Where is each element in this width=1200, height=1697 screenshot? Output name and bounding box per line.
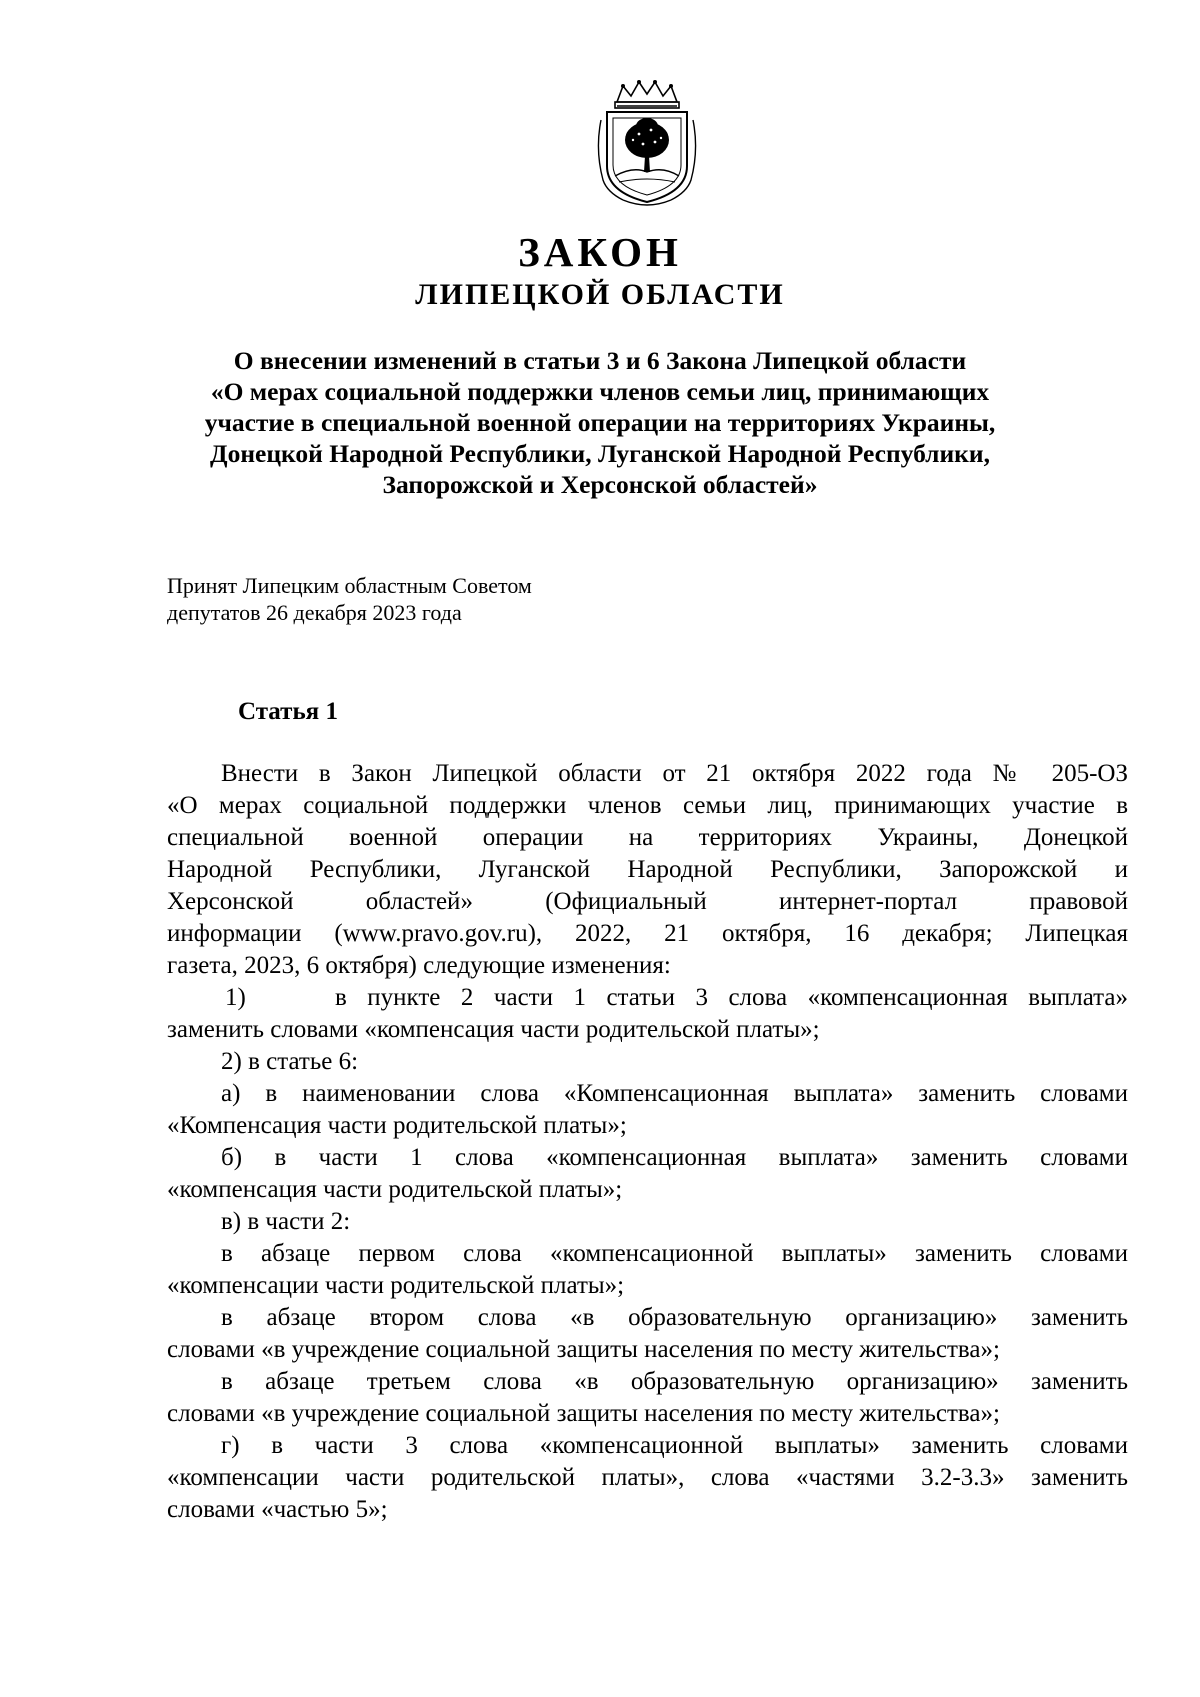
text-line: информации (www.pravo.gov.ru), 2022, 21 октября, 16 декабря; Липецкая bbox=[167, 920, 1128, 947]
text-line: в абзаце первом слова «компенсационной выплаты» заменить словами bbox=[221, 1240, 1128, 1267]
subtitle-line: О внесении изменений в статьи 3 и 6 Закона Липецкой области bbox=[233, 346, 967, 375]
text-line: словами «в учреждение социальной защиты населения по месту жительства»; bbox=[167, 1336, 1000, 1363]
text-line: заменить словами «компенсация части родительской платы»; bbox=[167, 1016, 820, 1043]
text-line: «Компенсация части родительской платы»; bbox=[167, 1112, 627, 1139]
text-line: Внести в Закон Липецкой области от 21 октября 2022 года № 205-ОЗ bbox=[221, 760, 1128, 787]
text-line: словами «частью 5»; bbox=[167, 1496, 388, 1523]
text-line: в пункте 2 части 1 статьи 3 слова «компенсационная выплата» bbox=[335, 984, 1128, 1011]
text-line: «О мерах социальной поддержки членов семьи лиц, принимающих участие в bbox=[167, 792, 1128, 819]
text-line: в абзаце втором слова «в образовательную организацию» заменить bbox=[221, 1304, 1128, 1331]
coat-of-arms-icon bbox=[593, 80, 701, 208]
subtitle-line: «О мерах социальной поддержки членов семьи лиц, принимающих bbox=[210, 377, 990, 406]
subtitle-line: Запорожской и Херсонской областей» bbox=[382, 470, 818, 499]
text-line: «компенсация части родительской платы»; bbox=[167, 1176, 623, 1203]
text-line: словами «в учреждение социальной защиты населения по месту жительства»; bbox=[167, 1400, 1000, 1427]
adoption-note bbox=[167, 572, 532, 626]
item-number: 1) bbox=[225, 984, 246, 1011]
text-line: «компенсации части родительской платы», слова «частями 3.2-3.3» заменить bbox=[167, 1464, 1128, 1491]
text-line: газета, 2023, 6 октября) следующие изменения: bbox=[167, 952, 671, 979]
article-body bbox=[167, 758, 1128, 1526]
article-title: Статья 1 bbox=[238, 698, 338, 725]
text-line: б) в части 1 слова «компенсационная выплата» заменить словами bbox=[221, 1144, 1128, 1171]
document-title: ЗАКОН bbox=[518, 229, 682, 275]
text-line: г) в части 3 слова «компенсационной выплаты» заменить словами bbox=[221, 1432, 1128, 1459]
list-item: 2) в статье 6: bbox=[221, 1048, 359, 1075]
subtitle-line: участие в специальной военной операции на территориях Украины, bbox=[204, 408, 996, 437]
document-region: ЛИПЕЦКОЙ ОБЛАСТИ bbox=[415, 278, 785, 311]
adoption-line: депутатов 26 декабря 2023 года bbox=[167, 600, 462, 625]
list-item: в) в части 2: bbox=[221, 1208, 351, 1235]
text-line: Херсонской областей» (Официальный интернет-портал правовой bbox=[167, 888, 1128, 915]
list-item bbox=[167, 982, 1128, 1014]
text-line: а) в наименовании слова «Компенсационная выплата» заменить словами bbox=[221, 1080, 1128, 1107]
text-line: «компенсации части родительской платы»; bbox=[167, 1272, 625, 1299]
text-line: в абзаце третьем слова «в образовательную организацию» заменить bbox=[221, 1368, 1128, 1395]
text-line: Народной Республики, Луганской Народной Республики, Запорожской и bbox=[167, 856, 1128, 883]
text-line: специальной военной операции на территориях Украины, Донецкой bbox=[167, 824, 1128, 851]
adoption-line: Принят Липецким областным Советом bbox=[167, 573, 532, 598]
subtitle-line: Донецкой Народной Республики, Луганской Народной Республики, bbox=[210, 439, 990, 468]
law-subtitle bbox=[140, 345, 1060, 500]
